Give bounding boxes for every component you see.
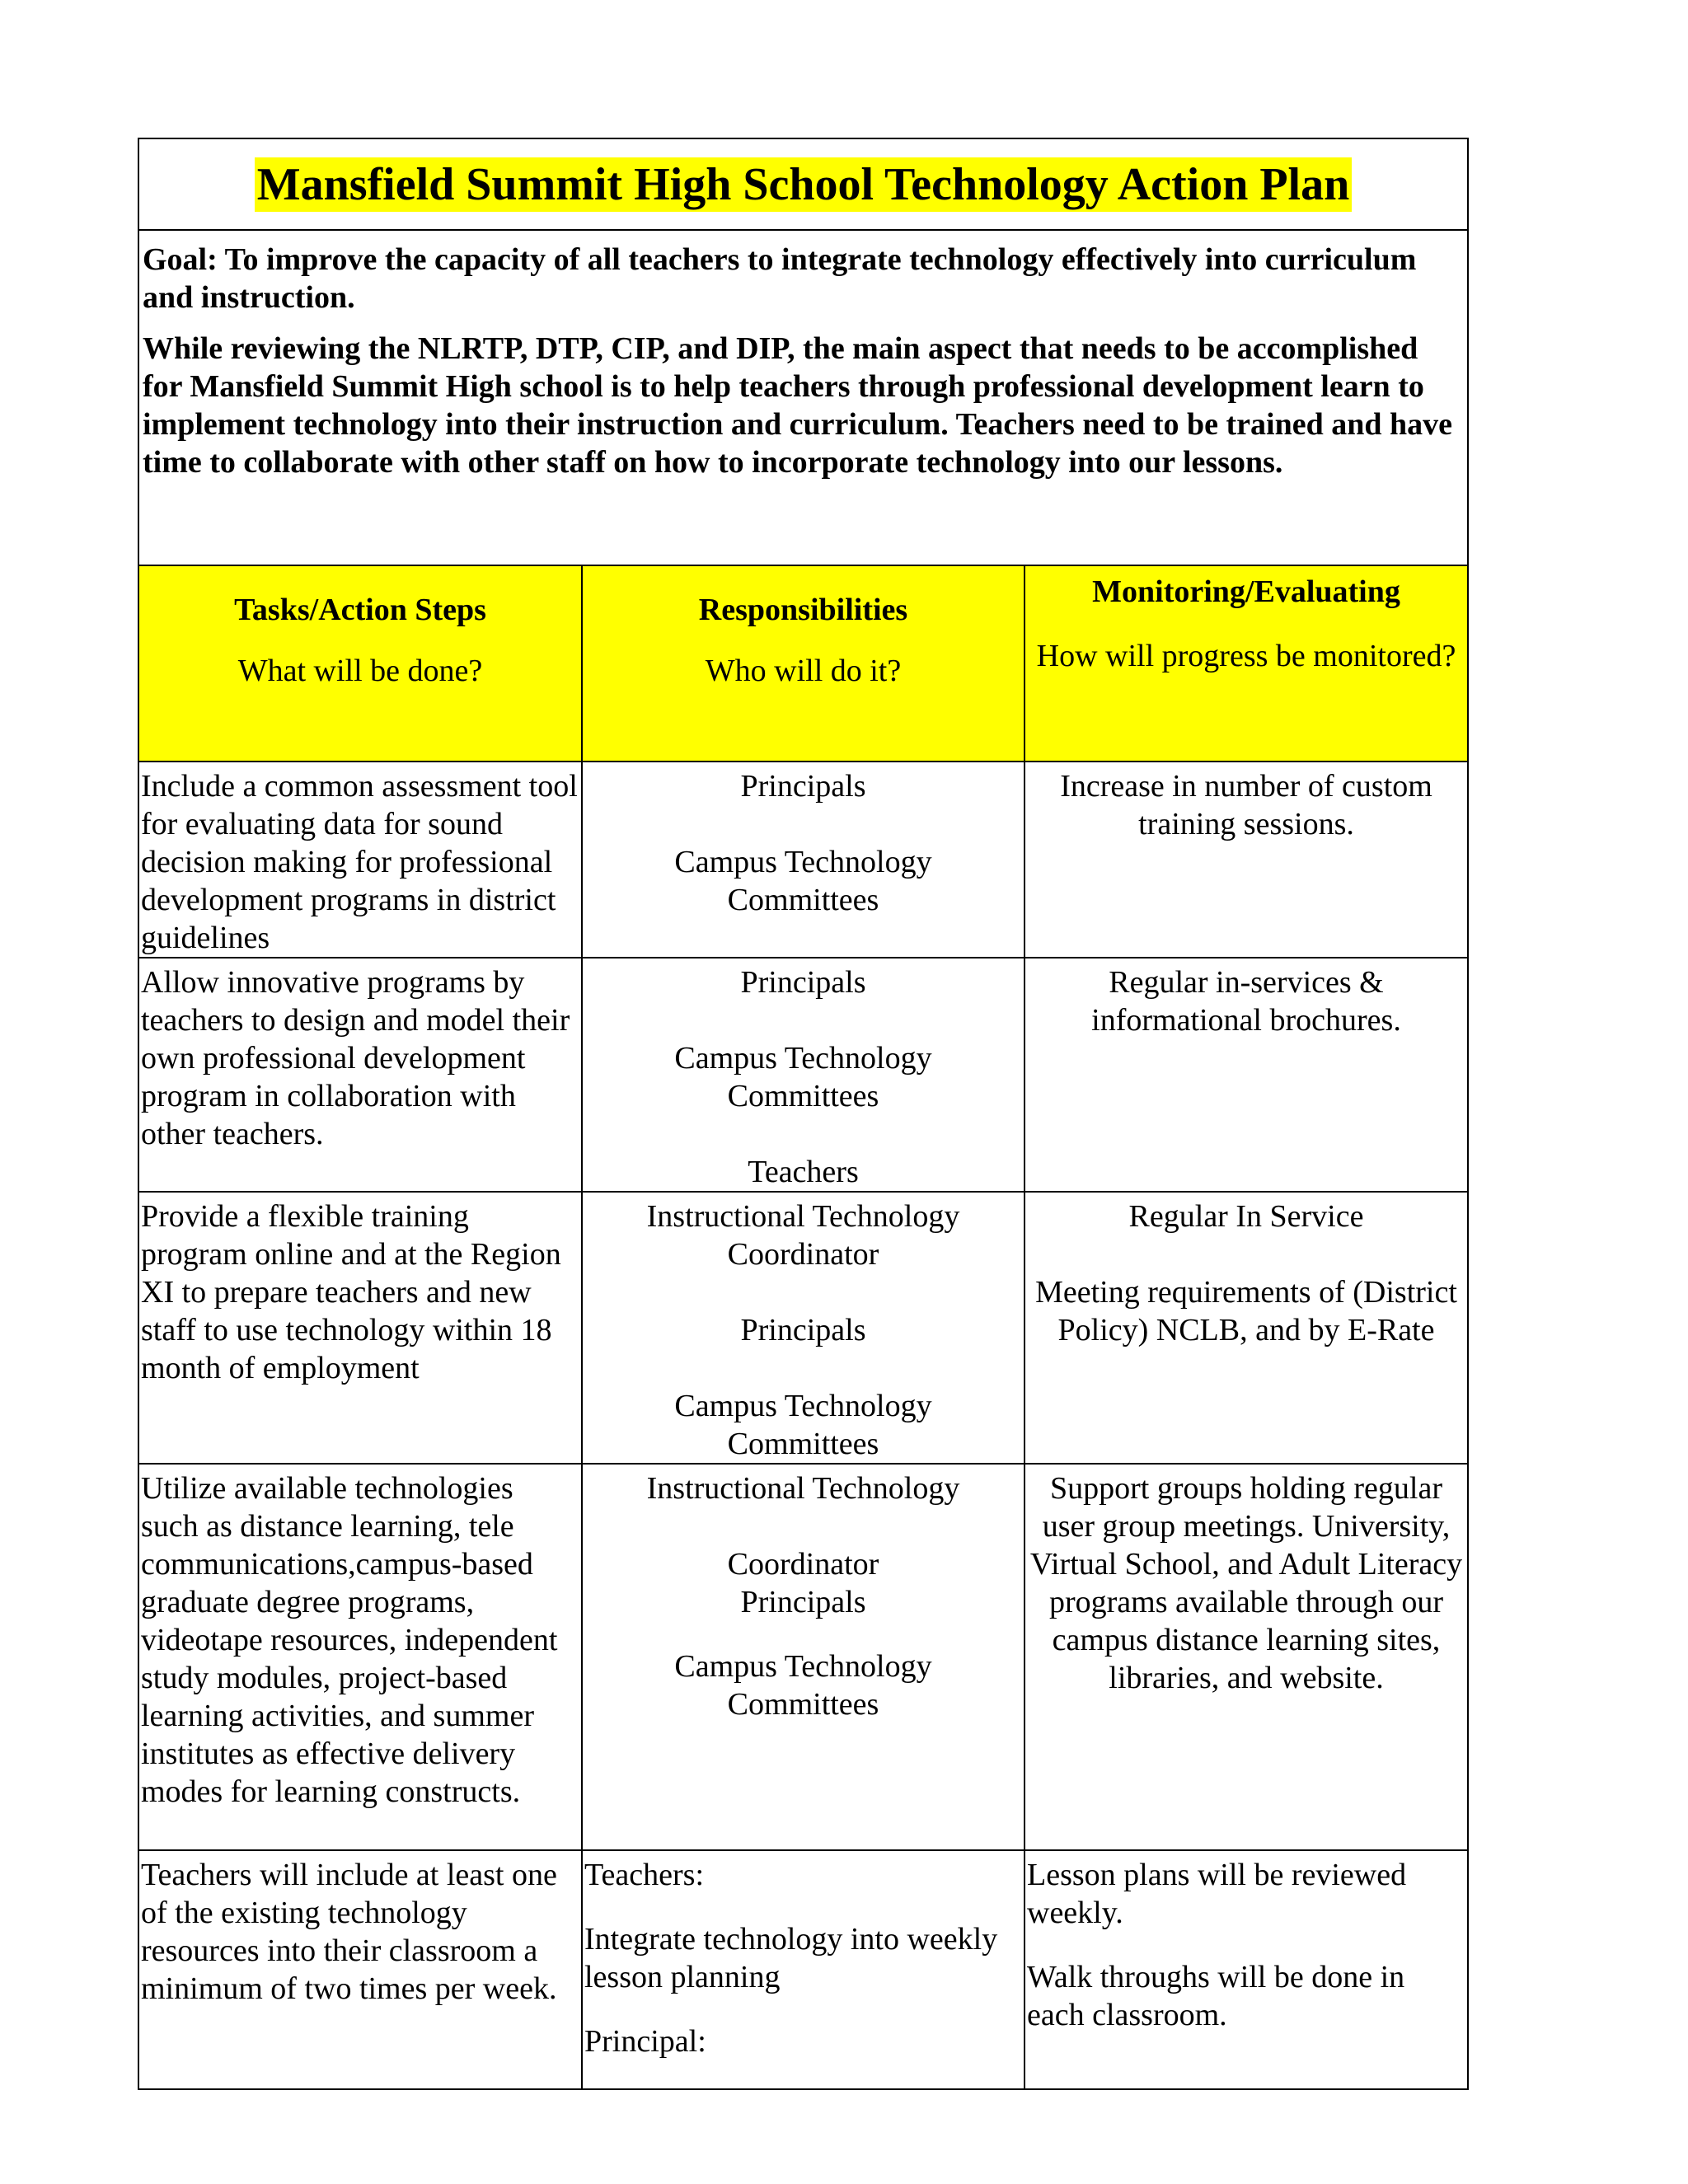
responsibility-cell — [582, 958, 1025, 1192]
responsibility-cell — [582, 1850, 1025, 2089]
responsibility-cell — [582, 1192, 1025, 1464]
column-title: Monitoring/Evaluating — [1092, 574, 1400, 609]
task-cell — [138, 762, 582, 958]
monitoring-cell — [1025, 1464, 1468, 1850]
table-row — [138, 762, 1468, 958]
task-text: Include a common assessment tool for evaluating data for sound decision making for professional development programs in district guidelines — [141, 769, 578, 955]
table-row — [138, 1464, 1468, 1850]
table-row — [138, 1192, 1468, 1464]
task-text: Utilize available technologies such as distance learning, tele communications,campus-based graduate degree programs, videotape resources, independent study modules, project-based learning activities, and summer institutes as effective delivery modes for learning constructs. — [141, 1471, 558, 1809]
column-title: Responsibilities — [698, 593, 908, 627]
monitoring-item: Lesson plans will be reviewed weekly. — [1027, 1858, 1407, 1930]
task-cell — [138, 1192, 582, 1464]
responsibility-item: Principals — [740, 1313, 866, 1347]
table-row — [138, 958, 1468, 1192]
monitoring-item: Increase in number of custom training sessions. — [1060, 769, 1432, 841]
responsibility-item: Campus Technology Committees — [674, 1041, 932, 1113]
column-subtitle: How will progress be monitored? — [1036, 639, 1456, 673]
goal-row — [138, 230, 1468, 565]
column-header-monitoring — [1025, 565, 1468, 762]
responsibility-item: Campus Technology Committees — [674, 845, 932, 917]
task-text: Allow innovative programs by teachers to design and model their own professional development program in collaboration with other teachers. — [141, 965, 570, 1151]
responsibility-item: Instructional Technology — [646, 1471, 960, 1506]
table-row — [138, 1850, 1468, 2089]
column-subtitle: Who will do it? — [705, 654, 902, 688]
task-text: Teachers will include at least one of the existing technology resources into their classroom a minimum of two times per week. — [141, 1858, 557, 2006]
monitoring-item: Meeting requirements of (District Policy) NCLB, and by E-Rate — [1035, 1275, 1457, 1347]
task-text: Provide a flexible training program online and at the Region XI to prepare teachers and new staff to use technology within 18 month of employment — [141, 1199, 561, 1385]
monitoring-item: Regular In Service — [1128, 1199, 1364, 1234]
responsibility-item: Instructional Technology Coordinator — [646, 1199, 960, 1272]
responsibility-item: Principal: — [584, 2024, 706, 2059]
column-header-responsibilities — [582, 565, 1025, 762]
monitoring-item: Regular in-services & informational brochures. — [1091, 965, 1401, 1038]
responsibility-cell — [582, 1464, 1025, 1850]
responsibility-item: Teachers — [748, 1155, 859, 1189]
title-cell — [138, 138, 1468, 230]
goal-description: While reviewing the NLRTP, DTP, CIP, and DIP, the main aspect that needs to be accomplished for Mansfield Summit High school is to help teachers through professional development learn to implement technology into their instruction and curriculum. Teachers need to be trained and have time to collaborate with other staff on how to incorporate technology into our lessons. — [143, 331, 1452, 480]
responsibility-item: Principals — [740, 965, 866, 1000]
header-row — [138, 565, 1468, 762]
monitoring-item: Support groups holding regular user group meetings. University, Virtual School, and Adult Literacy programs available through our campus distance learning sites, libraries, and website. — [1029, 1471, 1463, 1695]
monitoring-item: Walk throughs will be done in each classroom. — [1027, 1960, 1405, 2032]
monitoring-cell — [1025, 958, 1468, 1192]
document-title: Mansfield Summit High School Technology Action Plan — [255, 157, 1353, 212]
responsibility-item: Campus Technology Committees — [674, 1389, 932, 1461]
responsibility-item: Principals — [740, 769, 866, 804]
column-title: Tasks/Action Steps — [234, 593, 486, 627]
title-row — [138, 138, 1468, 230]
responsibility-item: Coordinator Principals — [727, 1547, 879, 1619]
column-subtitle: What will be done? — [237, 654, 483, 688]
column-header-tasks — [138, 565, 582, 762]
monitoring-cell — [1025, 762, 1468, 958]
monitoring-cell — [1025, 1192, 1468, 1464]
responsibility-item: Teachers: — [584, 1858, 705, 1892]
goal-statement: Goal: To improve the capacity of all teachers to integrate technology effectively into curriculum and instruction. — [143, 242, 1417, 315]
responsibility-item: Integrate technology into weekly lesson planning — [584, 1922, 998, 1994]
action-plan-table — [138, 138, 1469, 2090]
task-cell — [138, 1464, 582, 1850]
responsibility-cell — [582, 762, 1025, 958]
task-cell — [138, 958, 582, 1192]
responsibility-item: Campus Technology Committees — [674, 1649, 932, 1722]
goal-cell — [138, 230, 1468, 565]
monitoring-cell — [1025, 1850, 1468, 2089]
task-cell — [138, 1850, 582, 2089]
